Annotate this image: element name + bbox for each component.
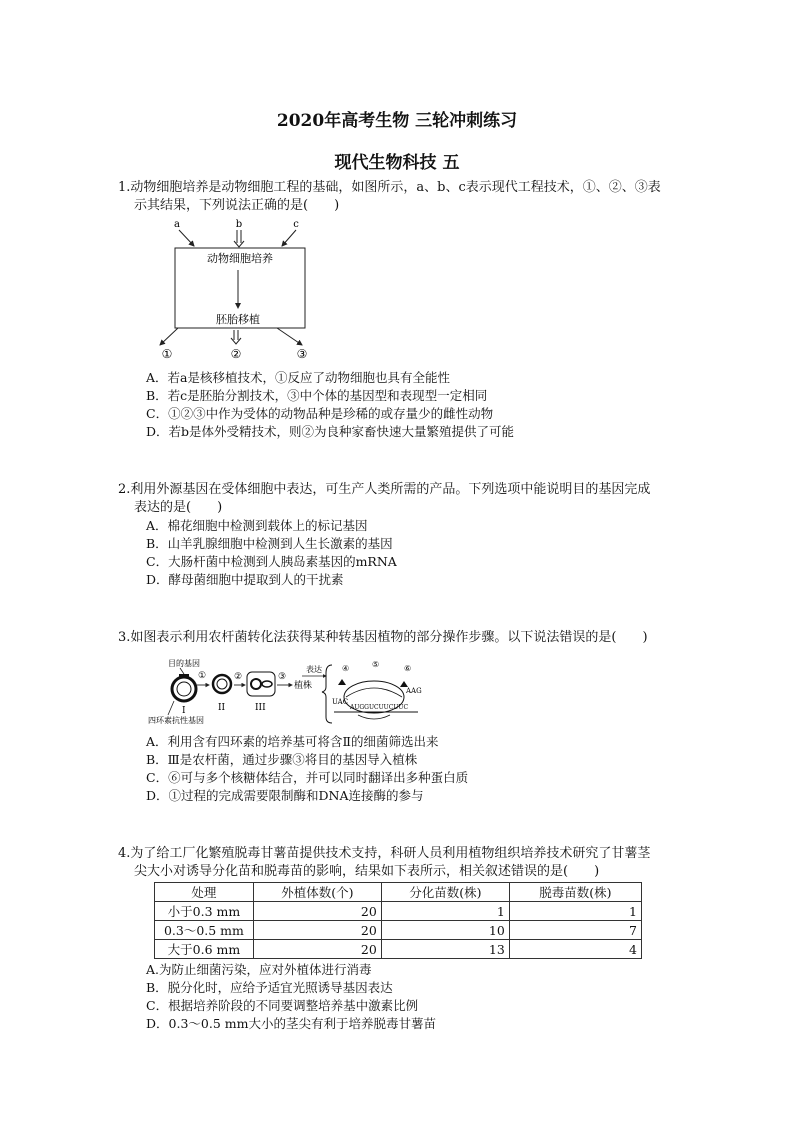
table-cell: 20 bbox=[253, 921, 381, 940]
q1-label-3: ③ bbox=[296, 347, 308, 361]
q1-label-a: a bbox=[174, 219, 180, 230]
q3-option-d: D．①过程的完成需要限制酶和DNA连接酶的参与 bbox=[146, 788, 424, 803]
q1-label-1: ① bbox=[161, 347, 173, 361]
table-header-cell: 分化苗数(株) bbox=[381, 883, 509, 902]
q3-stem: 3.如图表示利用农杆菌转化法获得某种转基因植物的部分操作步骤。以下说法错误的是( ) bbox=[118, 630, 648, 645]
q3-plasmid-1 bbox=[172, 677, 196, 701]
q4-option-b: B．脱分化时，应给予适宜光照诱导基因表达 bbox=[146, 980, 393, 995]
table-header-row bbox=[155, 883, 642, 902]
q3-mrna: AUGGUCUUCUUC bbox=[350, 704, 409, 711]
q3-step-4: ④ bbox=[342, 664, 350, 673]
q3-stage-3: III bbox=[255, 703, 266, 713]
q1-option-c: C．①②③中作为受体的动物品种是珍稀的或存量少的雌性动物 bbox=[146, 406, 494, 421]
q1-option-a: A．若a是核移植技术，①反应了动物细胞也具有全能性 bbox=[146, 370, 450, 385]
q1-arrow-out-1 bbox=[160, 328, 178, 345]
q2-stem-line1: 2.利用外源基因在受体细胞中表达，可生产人类所需的产品。下列选项中能说明目的基因完成 bbox=[118, 482, 651, 497]
q4-option-d: D．0.3～0.5 mm大小的茎尖有利于培养脱毒甘薯苗 bbox=[146, 1016, 436, 1031]
table-cell: 大于0.6 mm bbox=[155, 940, 254, 959]
page-subtitle: 现代生物科技 五 bbox=[334, 153, 460, 173]
q1-label-c: c bbox=[293, 219, 299, 230]
q3-plasmid-2 bbox=[213, 675, 231, 693]
table-row bbox=[155, 902, 642, 921]
q3-stage-2: II bbox=[218, 703, 226, 713]
q2-stem-line2: 表达的是( ) bbox=[134, 500, 223, 515]
q1-arrow-a bbox=[179, 230, 194, 246]
q3-plant-label: 植株 bbox=[294, 681, 313, 691]
table-header-cell: 外植体数(个) bbox=[253, 883, 381, 902]
table-row bbox=[155, 940, 642, 959]
q2-option-a: A．棉花细胞中检测到载体上的标记基因 bbox=[146, 518, 368, 533]
q1-arrow-out-2-head bbox=[231, 338, 241, 344]
q2-option-b: B．山羊乳腺细胞中检测到人生长激素的基因 bbox=[146, 536, 393, 551]
q3-bracket bbox=[322, 665, 332, 723]
table-cell: 20 bbox=[253, 940, 381, 959]
q1-arrow-out-3 bbox=[277, 328, 302, 345]
q2-option-c: C．大肠杆菌中检测到人胰岛素基因的mRNA bbox=[146, 554, 397, 569]
q1-label-2: ② bbox=[230, 347, 242, 361]
table-cell: 20 bbox=[253, 902, 381, 921]
q1-stem-line1: 1.动物细胞培养是动物细胞工程的基础，如图所示，a、b、c表示现代工程技术，①、②、③表 bbox=[118, 180, 661, 195]
q4-stem-line1: 4.为了给工厂化繁殖脱毒甘薯苗提供技术支持，科研人员利用植物组织培养技术研究了甘薯茎 bbox=[118, 846, 651, 861]
q1-box-bottom: 胚胎移植 bbox=[216, 313, 260, 326]
q1-label-b: b bbox=[235, 219, 243, 230]
q3-figure bbox=[146, 657, 436, 729]
table-cell: 1 bbox=[509, 902, 641, 921]
table-cell: 0.3～0.5 mm bbox=[155, 921, 254, 940]
table-cell: 10 bbox=[381, 921, 509, 940]
q3-step-3: ③ bbox=[278, 672, 287, 682]
q4-option-a: A.为防止细菌污染，应对外植体进行消毒 bbox=[146, 962, 372, 977]
q3-option-c: C．⑥可与多个核糖体结合，并可以同时翻译出多种蛋白质 bbox=[146, 770, 469, 785]
table-header-cell: 脱毒苗数(株) bbox=[509, 883, 641, 902]
q3-marker-label: 四环素抗性基因 bbox=[148, 716, 204, 725]
q3-option-a: A．利用含有四环素的培养基可将含Ⅱ的细菌筛选出来 bbox=[146, 734, 439, 749]
q4-option-c: C．根据培养阶段的不同要调整培养基中激素比例 bbox=[146, 998, 419, 1013]
q4-stem-line2: 尖大小对诱导分化苗和脱毒苗的影响，结果如下表所示，相关叙述错误的是( ) bbox=[134, 864, 600, 879]
q3-codon-2: AAG bbox=[406, 687, 422, 695]
q3-gene-label: 目的基因 bbox=[168, 659, 200, 668]
q3-codon-1: UAC bbox=[332, 698, 349, 706]
table-cell: 7 bbox=[509, 921, 641, 940]
page-title: 2020年高考生物 三轮冲刺练习 bbox=[276, 111, 518, 131]
q3-gene-pointer bbox=[180, 668, 184, 674]
q1-option-b: B．若c是胚胎分割技术，③中个体的基因型和表现型一定相同 bbox=[146, 388, 488, 403]
q3-option-b: B．Ⅲ是农杆菌，通过步骤③将目的基因导入植株 bbox=[146, 752, 418, 767]
table-cell: 13 bbox=[381, 940, 509, 959]
q4-table bbox=[154, 882, 642, 959]
q3-step-2: ② bbox=[234, 672, 243, 682]
q1-arrow-c bbox=[282, 230, 296, 246]
table-header-cell: 处理 bbox=[155, 883, 254, 902]
table-cell: 4 bbox=[509, 940, 641, 959]
q3-step-6: ⑥ bbox=[404, 664, 412, 673]
q3-stage-1: I bbox=[182, 706, 186, 716]
q2-option-d: D．酵母菌细胞中提取到人的干扰素 bbox=[146, 572, 344, 587]
q1-box-top: 动物细胞培养 bbox=[207, 252, 273, 265]
q1-option-d: D．若b是体外受精技术，则②为良种家畜快速大量繁殖提供了可能 bbox=[146, 424, 515, 439]
q1-arrow-b-head bbox=[234, 241, 244, 247]
q1-figure bbox=[150, 216, 330, 362]
table-cell: 小于0.3 mm bbox=[155, 902, 254, 921]
q3-step-1: ① bbox=[198, 671, 207, 681]
table-row bbox=[155, 921, 642, 940]
q3-step-5: ⑤ bbox=[372, 660, 380, 669]
table-cell: 1 bbox=[381, 902, 509, 921]
q1-stem-line2: 示其结果，下列说法正确的是( ) bbox=[134, 198, 340, 213]
q3-express-label: 表达 bbox=[306, 665, 322, 674]
